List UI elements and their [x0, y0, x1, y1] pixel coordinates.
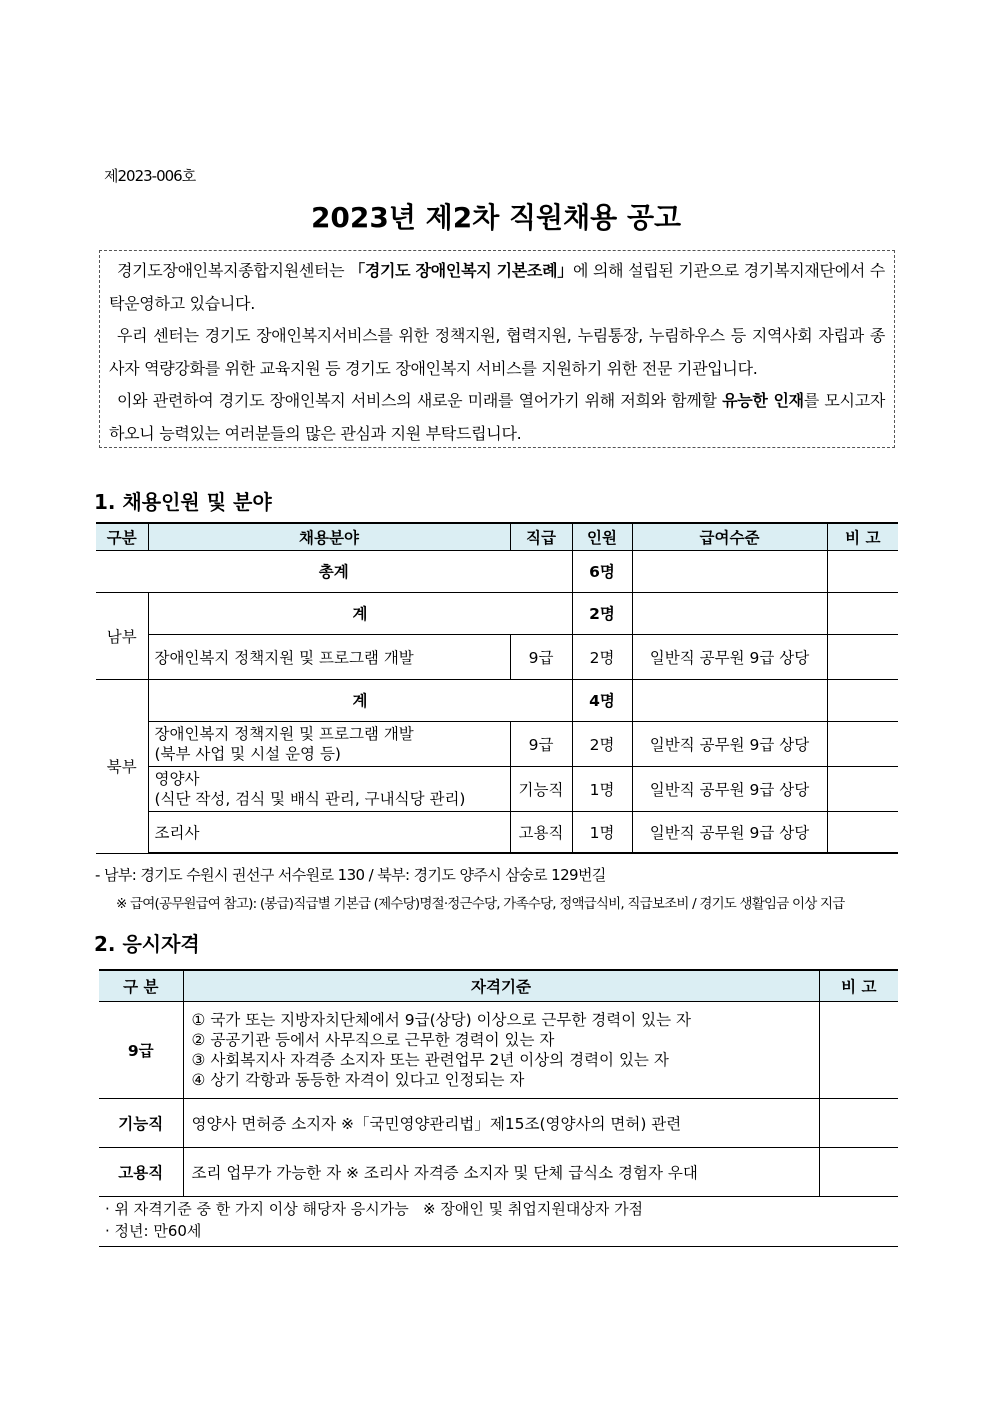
header-division: 구분: [96, 523, 148, 550]
header-count: 인원: [572, 523, 632, 550]
south-subtotal-label: 계: [148, 592, 572, 634]
document-number: 제2023-006호: [104, 167, 196, 185]
south-subtotal-count: 2명: [572, 592, 632, 634]
intro-box: [99, 250, 895, 448]
qualification-list: [183, 1001, 819, 1098]
table-row: 장애인복지 정책지원 및 프로그램 개발 9급 2명 일반직 공무원 9급 상당: [96, 634, 898, 679]
qualification-footnotes: [99, 1198, 898, 1247]
location-note: - 남부: 경기도 수원시 권선구 서수원로 130 / 북부: 경기도 양주시 삼숭로 129번길: [95, 866, 606, 884]
header-division: 구 분: [99, 970, 183, 1001]
table-row: 고용직 조리 업무가 가능한 자 ※ 조리사 자격증 소지자 및 단체 급식소 경험자 우대: [99, 1147, 898, 1196]
section1-heading: 1. 채용인원 및 분야: [94, 490, 272, 514]
header-criteria: 자격기준: [183, 970, 819, 1001]
list-item: ③ 사회복지사 자격증 소지자 또는 관련업무 2년 이상의 경력이 있는 자: [191, 1050, 669, 1069]
qualification-table: [99, 969, 898, 1197]
table-row: 9급 ① 국가 또는 지방자치단체에서 9급(상당) 이상으로 근무한 경력이 있는 자 ② 공공기관 등에서 사무직으로 근무한 경력이 있는 자 ③ 사회복지사 자격증 소지자 또는 관련업무 2년 이상의 경력이 있는 자 ④ 상기 각항과 동등한 자격이 있다고 인정되는 자: [99, 1001, 898, 1098]
page-title: 2023년 제2차 직원채용 공고: [310, 201, 682, 234]
header-grade: 직급: [510, 523, 572, 550]
list-item: ① 국가 또는 지방자치단체에서 9급(상당) 이상으로 근무한 경력이 있는 자: [191, 1010, 691, 1029]
list-item: ④ 상기 각항과 동등한 자격이 있다고 인정되는 자: [191, 1070, 525, 1089]
north-subtotal-count: 4명: [572, 679, 632, 721]
total-count: 6명: [572, 550, 632, 592]
section2-heading: 2. 응시자격: [94, 932, 200, 956]
table-row: 장애인복지 정책지원 및 프로그램 개발 (북부 사업 및 시설 운영 등) 9급 2명 일반직 공무원 9급 상당: [96, 721, 898, 766]
north-subtotal-row: [96, 679, 898, 721]
header-remarks: 비 고: [827, 523, 898, 550]
table-row: 조리사 고용직 1명 일반직 공무원 9급 상당: [96, 811, 898, 853]
header-salary: 급여수준: [632, 523, 827, 550]
footnote-1: · 위 자격기준 중 한 가지 이상 해당자 응시가능 ※ 장애인 및 취업지원대상자 가점: [105, 1200, 644, 1218]
recruitment-table: [96, 522, 898, 854]
header-field: 채용분야: [148, 523, 510, 550]
table-row: 기능직 영양사 면허증 소지자 ※「국민영양관리법」제15조(영양사의 면허) 관련: [99, 1098, 898, 1147]
footnote-2: · 정년: 만60세: [105, 1222, 202, 1240]
header-remarks: 비 고: [819, 970, 898, 1001]
salary-note: ※ 급여(공무원급여 참고): (봉급)직급별 기본급 (제수당)명절·정근수당, 가족수당, 정액급식비, 직급보조비 / 경기도 생활임금 이상 지급: [116, 896, 845, 912]
north-subtotal-label: 계: [148, 679, 572, 721]
table-header-row: [96, 523, 898, 550]
table-row: 영양사 (식단 작성, 검식 및 배식 관리, 구내식당 관리) 기능직 1명 일반직 공무원 9급 상당: [96, 766, 898, 811]
south-subtotal-row: [96, 592, 898, 634]
list-item: ② 공공기관 등에서 사무직으로 근무한 경력이 있는 자: [191, 1030, 555, 1049]
north-label: 북부: [96, 679, 148, 853]
intro-paragraph-1: 경기도장애인복지종합지원센터는 「경기도 장애인복지 기본조례」에 의해 설립된 기관으로 경기복지재단에서 수탁운영하고 있습니다.: [109, 261, 885, 313]
intro-paragraph-2: 우리 센터는 경기도 장애인복지서비스를 위한 정책지원, 협력지원, 누림통장, 누림하우스 등 지역사회 자립과 종사자 역량강화를 위한 교육지원 등 경기도 장애인복지 서비스를 지원하기 위한 전문 기관입니다.: [109, 326, 885, 378]
table-header-row: [99, 970, 898, 1001]
south-label: 남부: [96, 592, 148, 679]
total-label: 총계: [96, 550, 572, 592]
total-row: [96, 550, 898, 592]
intro-paragraph-3: 이와 관련하여 경기도 장애인복지 서비스의 새로운 미래를 열어가기 위해 저희와 함께할 유능한 인재를 모시고자 하오니 능력있는 여러분들의 많은 관심과 지원 부탁드립니다.: [109, 391, 886, 443]
